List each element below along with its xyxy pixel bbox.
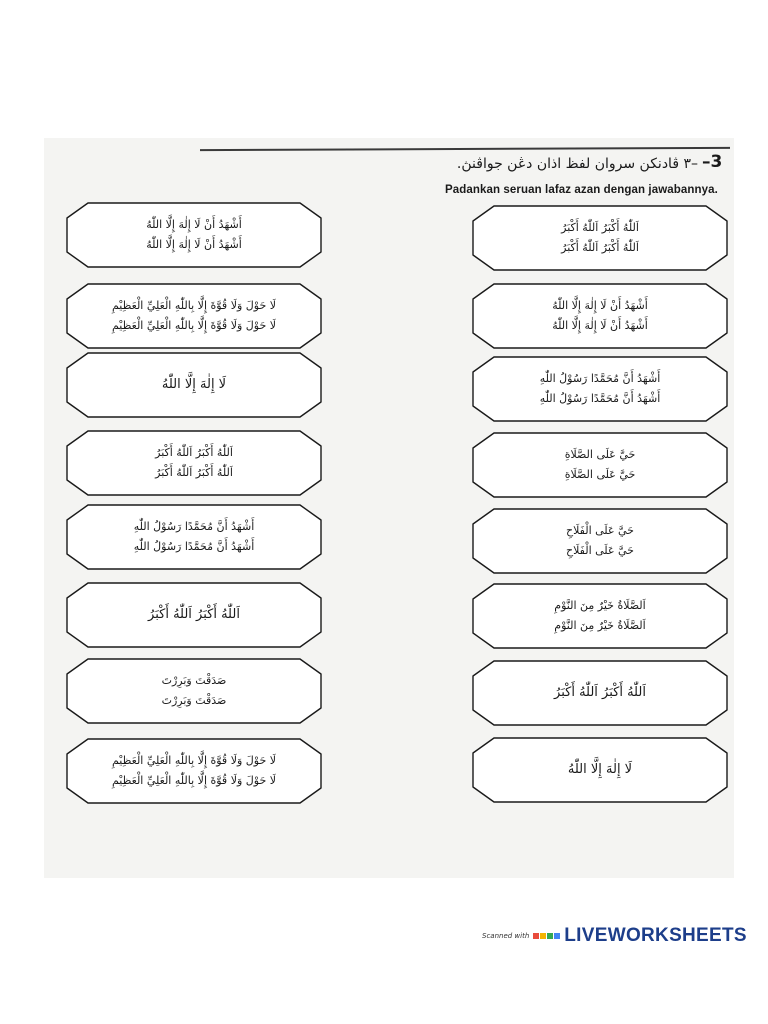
card-line: أَشْهَدُ أَنَّ مُحَمَّدًا رَسُوْلُ اللّٰهِ [539,372,661,385]
right-card-7[interactable] [472,660,728,726]
right-card-6[interactable] [472,583,728,649]
card-text [494,583,706,649]
card-line: لَا حَوْلَ وَلَا قُوَّةَ إِلَّا بِاللّٰهِ الْعَلِيِّ الْعَظِيْمِ [111,319,277,332]
left-card-3[interactable] [66,352,322,418]
card-line: اَللّٰهُ أَكْبَرُ اَللّٰهُ أَكْبَرُ [554,685,646,700]
card-line: اَللّٰهُ أَكْبَرُ اَللّٰهُ أَكْبَرُ [561,221,639,234]
card-line: لَا حَوْلَ وَلَا قُوَّةَ إِلَّا بِاللّٰهِ الْعَلِيِّ الْعَظِيْمِ [111,754,277,767]
right-card-8[interactable] [472,737,728,803]
brand-name: LIVEWORKSHEETS [564,925,747,946]
scanned-with-label: Scanned with [482,932,530,940]
left-card-8[interactable] [66,738,322,804]
right-card-2[interactable] [472,283,728,349]
card-text [88,504,300,570]
card-line: اَللّٰهُ أَكْبَرُ اَللّٰهُ أَكْبَرُ [561,241,639,254]
card-line: اَلصَّلَاةُ خَيْرٌ مِنَ النَّوْمِ [554,599,646,612]
card-line: حَيَّ عَلَى الْفَلَاحِ [566,544,634,557]
left-card-1[interactable] [66,202,322,268]
card-line: اَلصَّلَاةُ خَيْرٌ مِنَ النَّوْمِ [554,619,646,632]
card-text [494,432,706,498]
card-text [88,658,300,724]
card-line: لَا إِلٰهَ إِلَّا اللّٰهُ [161,377,227,392]
card-line: لَا إِلٰهَ إِلَّا اللّٰهُ [567,762,633,777]
card-text [88,352,300,418]
card-line: لَا حَوْلَ وَلَا قُوَّةَ إِلَّا بِاللّٰهِ الْعَلِيِّ الْعَظِيْمِ [111,774,277,787]
card-line: اَللّٰهُ أَكْبَرُ اَللّٰهُ أَكْبَرُ [155,466,233,479]
logo-block [540,933,546,939]
logo-block [533,933,539,939]
left-card-7[interactable] [66,658,322,724]
left-card-2[interactable] [66,283,322,349]
left-card-5[interactable] [66,504,322,570]
question-instruction-malay: Padankan seruan lafaz azan dengan jawabannya. [445,184,718,196]
card-line: أَشْهَدُ أَنْ لَا إِلٰهَ إِلَّا اللّٰهُ [552,299,648,312]
card-text [494,205,706,271]
card-line: أَشْهَدُ أَنَّ مُحَمَّدًا رَسُوْلُ اللّٰهِ [133,540,255,553]
right-card-5[interactable] [472,508,728,574]
card-text [494,737,706,803]
card-text [494,508,706,574]
card-line: حَيَّ عَلَى الْفَلَاحِ [566,524,634,537]
card-line: أَشْهَدُ أَنْ لَا إِلٰهَ إِلَّا اللّٰهُ [146,218,242,231]
card-line: حَيَّ عَلَى الصَّلَاةِ [564,468,636,481]
right-card-4[interactable] [472,432,728,498]
card-line: صَدَقْتَ وَبَرِرْتَ [161,674,227,687]
card-line: صَدَقْتَ وَبَرِرْتَ [161,694,227,707]
card-text [88,738,300,804]
card-line: أَشْهَدُ أَنَّ مُحَمَّدًا رَسُوْلُ اللّٰهِ [539,392,661,405]
left-card-6[interactable] [66,582,322,648]
card-line: أَشْهَدُ أَنَّ مُحَمَّدًا رَسُوْلُ اللّٰهِ [133,520,255,533]
card-line: أَشْهَدُ أَنْ لَا إِلٰهَ إِلَّا اللّٰهُ [146,238,242,251]
card-line: اَللّٰهُ أَكْبَرُ اَللّٰهُ أَكْبَرُ [148,607,240,622]
card-text [88,582,300,648]
card-line: حَيَّ عَلَى الصَّلَاةِ [564,448,636,461]
footer-logo [482,925,747,947]
logo-block [554,933,560,939]
card-text [88,202,300,268]
card-text [494,660,706,726]
card-text [88,430,300,496]
card-text [494,283,706,349]
right-card-3[interactable] [472,356,728,422]
question-number: –3 [702,152,723,172]
left-card-4[interactable] [66,430,322,496]
right-card-1[interactable] [472,205,728,271]
card-text [88,283,300,349]
question-instruction-arabic: –٣ ڤادنكن سروان لفظ اذان دڠن جواڤنڽ. [456,156,698,172]
card-line: لَا حَوْلَ وَلَا قُوَّةَ إِلَّا بِاللّٰهِ الْعَلِيِّ الْعَظِيْمِ [111,299,277,312]
card-line: اَللّٰهُ أَكْبَرُ اَللّٰهُ أَكْبَرُ [155,446,233,459]
logo-block [547,933,553,939]
liveworksheets-logo-icon [533,933,560,939]
card-text [494,356,706,422]
card-line: أَشْهَدُ أَنْ لَا إِلٰهَ إِلَّا اللّٰهُ [552,319,648,332]
